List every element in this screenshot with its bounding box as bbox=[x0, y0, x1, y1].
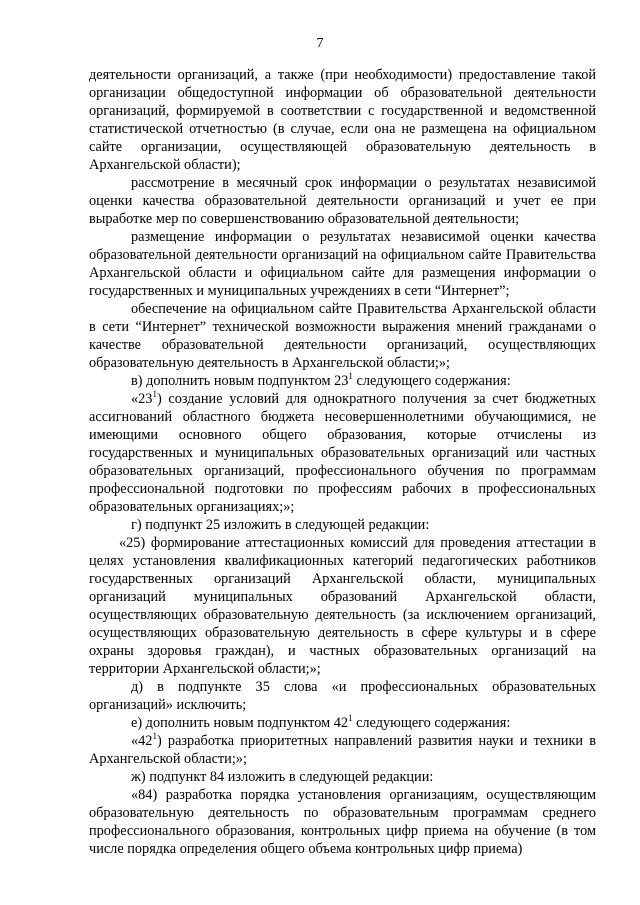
paragraph-5-superscript: 1 bbox=[348, 371, 353, 382]
paragraph-10-text: е) дополнить новым подпунктом 42 bbox=[131, 715, 348, 731]
paragraph-10-text-end: следующего содержания: bbox=[352, 715, 511, 731]
paragraph-6-text-end: ) создание условий для однократного получения за счет бюджетных ассигнований областного бюджета несовершеннолетними обучающимися, не имеющими основного общего образования, которые отчислены из государственных и муниципальных образовательных организаций или частных образовательных организаций, профессионального обучения по программам профессиональной подготовки по профессиям рабочих в профессиональных образовательных организациях;»; bbox=[89, 391, 596, 515]
paragraph-5-text: в) дополнить новым подпунктом 23 bbox=[131, 373, 349, 389]
paragraph-10 bbox=[89, 714, 596, 732]
paragraph-6-superscript: 1 bbox=[152, 389, 157, 400]
paragraph-13: «84) разработка порядка установления организациям, осуществляющим образовательную деятельность по образовательным программам среднего профессионального образования, контрольных цифр приема на обучение (в том числе порядка определения общего объема контрольных цифр приема) bbox=[89, 787, 596, 857]
paragraph-7: г) подпункт 25 изложить в следующей редакции: bbox=[131, 517, 430, 533]
paragraph-2: рассмотрение в месячный срок информации о результатах независимой оценки качества образовательной деятельности организаций и учет ее при выработке мер по совершенствованию образовательной деятельности; bbox=[89, 175, 596, 227]
paragraph-4: обеспечение на официальном сайте Правительства Архангельской области в сети “Интернет” технической возможности выражения мнений гражданами о качестве образовательной деятельности организаций, осуществляющих образовательную деятельность в Архангельской области;»; bbox=[89, 301, 596, 371]
document-body bbox=[89, 66, 596, 858]
paragraph-6 bbox=[89, 390, 596, 516]
paragraph-11 bbox=[89, 732, 596, 768]
paragraph-10-superscript: 1 bbox=[348, 713, 353, 724]
paragraph-11-text: «42 bbox=[131, 733, 153, 749]
paragraph-12: ж) подпункт 84 изложить в следующей редакции: bbox=[131, 769, 434, 785]
paragraph-11-text-end: ) разработка приоритетных направлений развития науки и техники в Архангельской области;»; bbox=[89, 733, 596, 767]
paragraph-9: д) в подпункте 35 слова «и профессиональных образовательных организаций» исключить; bbox=[89, 679, 596, 713]
paragraph-5-text-end: следующего содержания: bbox=[352, 373, 511, 389]
paragraph-6-text: «23 bbox=[131, 391, 153, 407]
paragraph-8: «25) формирование аттестационных комиссий для проведения аттестации в целях установления квалификационных категорий педагогических работников государственных организаций Архангельской области, муниципальных организаций муниципальных образований Архангельской области, осуществляющих образовательную деятельность (за исключением организаций, осуществляющих образовательную деятельность в сфере культуры и в сфере охраны здоровья граждан), и частных образовательных организаций на территории Архангельской области;»; bbox=[89, 535, 596, 677]
paragraph-1: деятельности организаций, а также (при необходимости) предоставление такой организации общедоступной информации об образовательной деятельности организаций, формируемой в соответствии с государственной и ведомственной статистической отчетностью (в случае, если она не размещена на официальном сайте организации, осуществляющей образовательную деятельность в Архангельской области); bbox=[89, 67, 596, 173]
paragraph-5 bbox=[89, 372, 596, 390]
page-number: 7 bbox=[316, 36, 324, 51]
paragraph-11-superscript: 1 bbox=[152, 731, 157, 742]
paragraph-3: размещение информации о результатах независимой оценки качества образовательной деятельности организаций на официальном сайте Правительства Архангельской области и официальном сайте для размещения информации о государственных и муниципальных учреждениях в сети “Интернет”; bbox=[89, 229, 596, 299]
